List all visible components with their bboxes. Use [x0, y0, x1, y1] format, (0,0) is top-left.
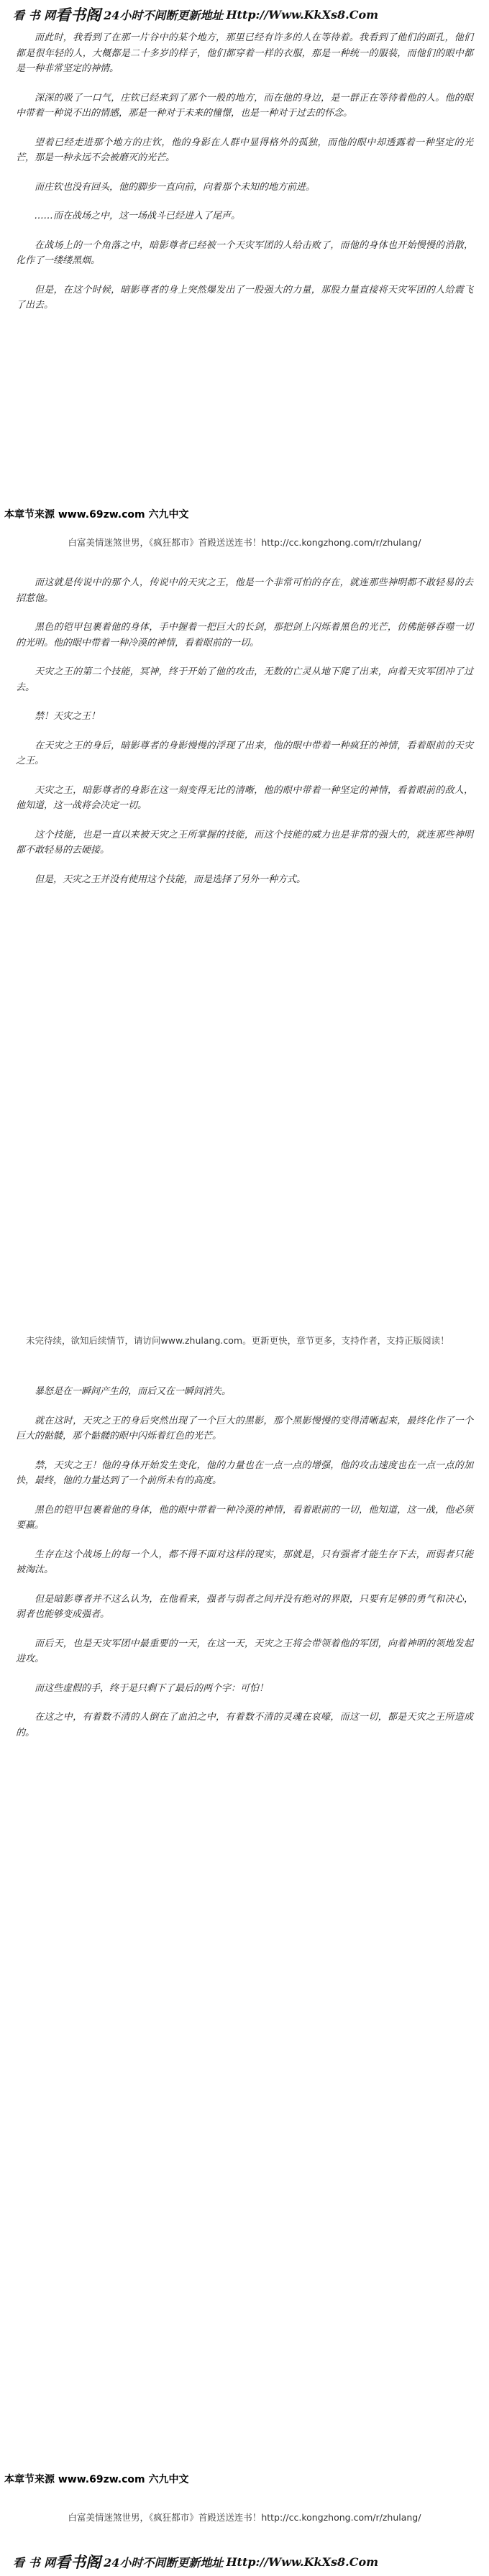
promo-text: 白富美情迷煞世男，《疯狂都市》首殿送送连书！ [68, 537, 262, 548]
header-banner [0, 0, 489, 29]
paragraph: 在这之中，有着数不清的人倒在了血泊之中，有着数不清的灵魂在哀嚎，而这一切，都是天灾之王所造成的。 [16, 1712, 473, 1738]
continue-text: 未完待续，欲知后续情节，请访问www.zhulang.com。更新更快，章节更多，支持作者，支持正版阅读！ [26, 1335, 449, 1346]
paragraph: 在天灾之王的身后，暗影尊者的身影慢慢的浮现了出来，他的眼中带着一种疯狂的神情，看着眼前的天灾之王。 [16, 740, 473, 766]
source-link[interactable]: www.69zw.com [58, 2474, 145, 2485]
paragraph: 黑色的铠甲包裹着他的身体，他的眼中带着一种冷漠的神情，看着眼前的一切，他知道，这一战，他必须要赢。 [16, 1504, 473, 1531]
continue-notice [0, 1334, 489, 1347]
paragraph: 而此时，我看到了在那一片谷中的某个地方，那里已经有许多的人在等待着。我看到了他们的面孔，他们都是很年轻的人，大概都是二十多岁的样子，他们都穿着一样的衣服，那是一种统一的服装，而他们的眼中都是一种非常坚定的神情。 [16, 32, 473, 74]
footer-banner [0, 2547, 489, 2576]
paragraph: 在战场上的一个角落之中，暗影尊者已经被一个天灾军团的人给击败了，而他的身体也开始慢慢的消散，化作了一缕缕黑烟。 [16, 239, 473, 266]
brand-logo: 看书阁 [55, 2553, 101, 2571]
banner-url-link[interactable]: Http://Www.KkXs8.Com [226, 7, 379, 22]
promo-link[interactable]: http://cc.kongzhong.com/r/zhulang/ [261, 2512, 421, 2523]
paragraph: 但是暗影尊者并不这么认为，在他看来，强者与弱者之间并没有绝对的界限，只要有足够的勇气和决心，弱者也能够变成强者。 [16, 1593, 473, 1620]
promo-text: 白富美情迷煞世男，《疯狂都市》首殿送送连书！ [68, 2512, 262, 2523]
source-label: 本章节来源 [4, 509, 58, 521]
chapter-body-part-2 [16, 575, 473, 901]
paragraph: 天灾之王，暗影尊者的身影在这一刻变得无比的清晰，他的眼中带着一种坚定的神情，看着眼前的敌人，他知道，这一战将会决定一切。 [16, 784, 473, 811]
paragraph: 暴怒是在一瞬间产生的，而后又在一瞬间消失。 [35, 1386, 232, 1397]
promo-notice [0, 536, 489, 549]
paragraph: 禁，天灾之王！他的身体开始发生变化，他的力量也在一点一点的增强，他的攻击速度也在一点一点的加快，最终，他的力量达到了一个前所未有的高度。 [16, 1459, 473, 1486]
paragraph: 禁！天灾之王！ [35, 711, 101, 722]
chapter-body-part-1 [16, 30, 473, 327]
banner-label: 看 书 网 [13, 8, 56, 22]
banner-label: 看 书 网 [13, 2555, 56, 2570]
paragraph: 黑色的铠甲包裹着他的身体，手中握着一把巨大的长剑，那把剑上闪烁着黑色的光芒，仿佛能够吞噬一切的光明。他的眼中带着一种冷漠的神情，看着眼前的一切。 [16, 622, 473, 648]
paragraph: 这个技能，也是一直以来被天灾之王所掌握的技能，而这个技能的威力也是非常的强大的，就连那些神明都不敢轻易的去硬接。 [16, 829, 473, 856]
paragraph: 但是，天灾之王并没有使用这个技能，而是选择了另外一种方式。 [35, 874, 306, 885]
paragraph: ……而在战场之中，这一场战斗已经进入了尾声。 [35, 211, 241, 221]
chapter-source [4, 507, 188, 521]
source-suffix: 六九中文 [145, 2474, 189, 2485]
paragraph: 深深的吸了一口气，庄钦已经来到了那个一般的地方，而在他的身边，是一群正在等待着他的人。他的眼中带着一种说不出的情感，那是一种对于未来的憧憬，也是一种对于过去的怀念。 [16, 92, 473, 119]
promo-notice [0, 2511, 489, 2524]
banner-suffix: 24小时不间断更新地址 [104, 2555, 224, 2570]
paragraph: 而庄钦也没有回头，他的脚步一直向前，向着那个未知的地方前进。 [35, 181, 316, 193]
promo-link[interactable]: http://cc.kongzhong.com/r/zhulang/ [261, 537, 421, 548]
paragraph: 而这些虚假的手，终于是只剩下了最后的两个字：可怕！ [35, 1682, 269, 1694]
chapter-body-part-3 [16, 1384, 473, 1754]
banner-suffix: 24小时不间断更新地址 [104, 8, 224, 22]
paragraph: 生存在这个战场上的每一个人，都不得不面对这样的现实，那就是，只有强者才能生存下去，而弱者只能被淘汰。 [16, 1549, 473, 1575]
paragraph: 天灾之王的第二个技能，冥神，终于开始了他的攻击，无数的亡灵从地下爬了出来，向着天灾军团冲了过去。 [16, 666, 473, 693]
paragraph: 而这就是传说中的那个人，传说中的天灾之王，他是一个非常可怕的存在，就连那些神明都不敢轻易的去招惹他。 [16, 577, 473, 604]
paragraph: 望着已经走进那个地方的庄钦，他的身影在人群中显得格外的孤独，而他的眼中却透露着一种坚定的光芒，那是一种永远不会被磨灭的光芒。 [16, 137, 473, 163]
paragraph: 就在这时，天灾之王的身后突然出现了一个巨大的黑影，那个黑影慢慢的变得清晰起来，最终化作了一个巨大的骷髅，那个骷髅的眼中闪烁着红色的光芒。 [16, 1415, 473, 1441]
paragraph: 但是，在这个时候，暗影尊者的身上突然爆发出了一股强大的力量，那股力量直接将天灾军团的人给震飞了出去。 [16, 284, 473, 311]
banner-url-link[interactable]: Http://Www.KkXs8.Com [226, 2554, 379, 2569]
source-suffix: 六九中文 [145, 509, 189, 521]
source-label: 本章节来源 [4, 2474, 58, 2485]
paragraph: 而后天，也是天灾军团中最重要的一天，在这一天，天灾之王将会带领着他的军团，向着神明的领地发起进攻。 [16, 1638, 473, 1664]
chapter-source [4, 2472, 188, 2486]
brand-logo: 看书阁 [55, 6, 101, 24]
source-link[interactable]: www.69zw.com [58, 509, 145, 521]
